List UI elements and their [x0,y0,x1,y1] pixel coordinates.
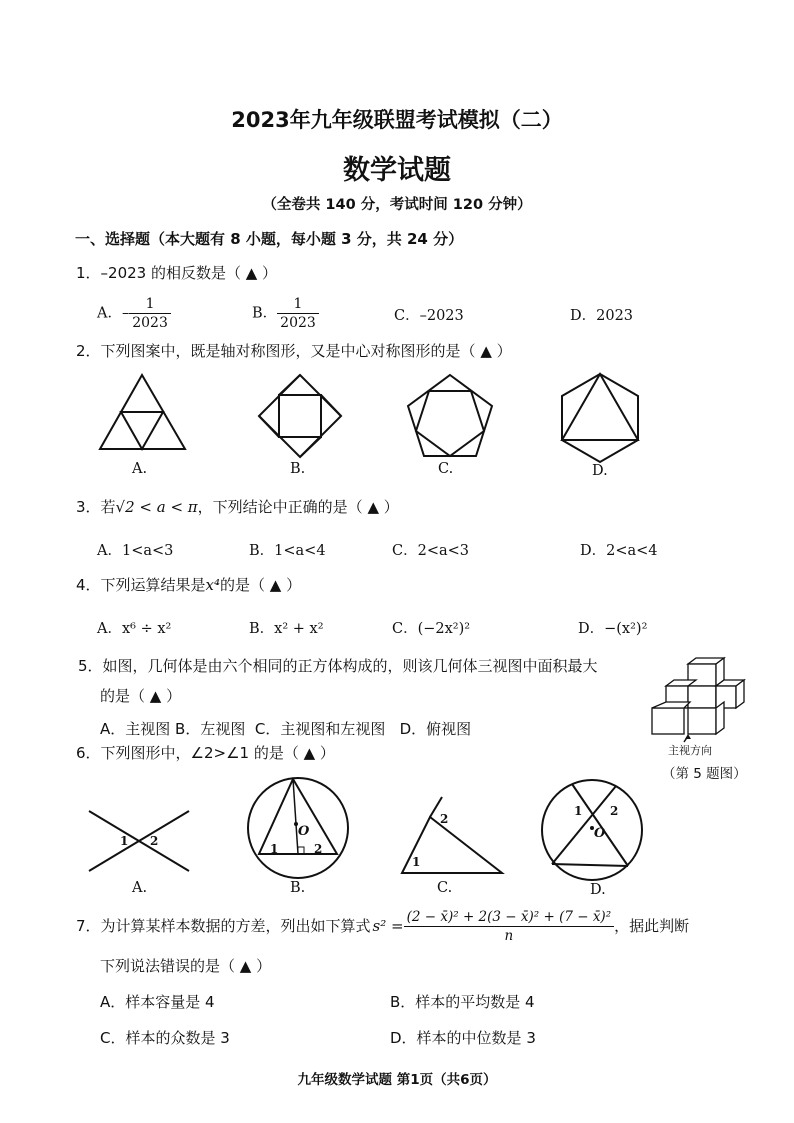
q2-figure-c [405,373,495,459]
q2-figure-a [98,373,188,453]
q1-b-fraction [277,295,319,332]
q1-a-den: 2023 [132,315,168,331]
q5-figure-caption: （第 5 题图） [662,766,747,782]
q1-option-a [97,295,171,332]
q1-option-d: D．2023 [570,308,634,324]
q6-label-a: A. [132,880,148,896]
exam-title: 2023年九年级联盟考试模拟（二） [231,108,563,132]
q1-option-b [252,295,319,332]
q7-option-c: C．样本的众数是 3 [100,1029,230,1047]
q7-formula-fraction [404,908,615,945]
q4-stem-math: x⁴ [205,576,221,594]
q3-stem-post: ，下列结论中正确的是（ ▲ ） [197,498,399,516]
q5-cube-figure [648,656,748,746]
subject-title: 数学试题 [343,155,451,186]
q7-option-a: A．样本容量是 4 [100,993,215,1011]
q2-label-a: A. [132,461,148,477]
q7-stem [76,908,689,945]
section-heading: 一、选择题（本大题有 8 小题，每小题 3 分，共 24 分） [75,230,464,248]
q1-stem: 1．–2023 的相反数是（ ▲ ） [76,264,278,282]
q7-stem-line2: 下列说法错误的是（ ▲ ） [100,957,272,975]
exam-info: （全卷共 140 分，考试时间 120 分钟） [262,197,532,213]
q5-options: A．主视图 B．左视图 C．主视图和左视图 D．俯视图 [100,720,472,738]
q2-label-c: C. [438,461,454,477]
q6-d-angle2: 2 [610,804,619,818]
q7-stem-pre: 7．为计算某样本数据的方差，列出如下算式 [76,917,371,935]
q7-formula-num: (2 − x̄)² + 2(3 − x̄)² + (7 − x̄)² [404,908,615,927]
q4-option-d: D．−(x²)² [578,621,648,637]
q3-stem [76,496,399,517]
q2-figure-b [257,373,343,459]
q5-direction-label: 主视方向 [668,744,712,757]
q1-b-num: 1 [277,295,319,314]
q6-b-angle1: 1 [270,842,279,856]
q6-b-center: O [298,824,310,839]
q6-figure-a [86,808,192,874]
q3-stem-pre: 3．若 [76,498,116,516]
q7-option-b: B．样本的平均数是 4 [390,993,535,1011]
q6-b-angle2: 2 [314,842,323,856]
q5-stem-line1: 5．如图，几何体是由六个相同的正方体构成的，则该几何体三视图中面积最大 [78,657,598,675]
q6-d-angle1: 1 [574,804,583,818]
q1-a-fraction [129,295,171,332]
q5-stem-line2: 的是（ ▲ ） [100,687,182,705]
page-footer: 九年级数学试题 第1页（共6页） [297,1072,497,1088]
q2-figure-d [560,372,640,464]
q3-option-a: A．1<a<3 [97,543,174,559]
q6-label-c: C. [437,880,453,896]
q2-label-d: D. [592,463,608,479]
q6-figure-d [540,778,644,882]
q3-stem-math: √2 < a < π [115,498,198,516]
q6-stem: 6．下列图形中，∠2>∠1 的是（ ▲ ） [76,744,335,762]
q1-b-den: 2023 [280,315,316,331]
q1-a-sign: – [121,305,130,322]
q7-formula-den: n [504,928,514,944]
q1-a-num: 1 [129,295,171,314]
q7-formula-lhs: s² = [372,917,404,935]
q3-option-c: C．2<a<3 [392,543,469,559]
q4-option-c: C．(−2x²)² [392,621,471,637]
q2-stem: 2．下列图案中，既是轴对称图形，又是中心对称图形的是（ ▲ ） [76,342,512,360]
q4-stem-post: 的是（ ▲ ） [220,576,302,594]
q4-stem-pre: 4．下列运算结果是 [76,576,206,594]
q6-label-b: B. [290,880,306,896]
q7-stem-post: ，据此判断 [614,917,690,935]
q3-option-d: D．2<a<4 [580,543,658,559]
q6-a-angle2: 2 [150,834,159,848]
q1-option-c: C．–2023 [394,308,464,324]
q4-stem [76,574,301,595]
q6-d-center: O [594,826,606,841]
q3-option-b: B．1<a<4 [249,543,326,559]
q6-label-d: D. [590,882,606,898]
q4-option-a: A．x⁶ ÷ x² [97,621,172,637]
q4-option-b: B．x² + x² [249,621,324,637]
q1-b-label: B． [252,305,278,322]
q6-c-angle2: 2 [440,812,449,826]
q2-label-b: B. [290,461,306,477]
q7-option-d: D．样本的中位数是 3 [390,1029,536,1047]
q6-c-angle1: 1 [412,855,421,869]
q1-a-label: A． [97,305,122,322]
q6-a-angle1: 1 [120,834,129,848]
